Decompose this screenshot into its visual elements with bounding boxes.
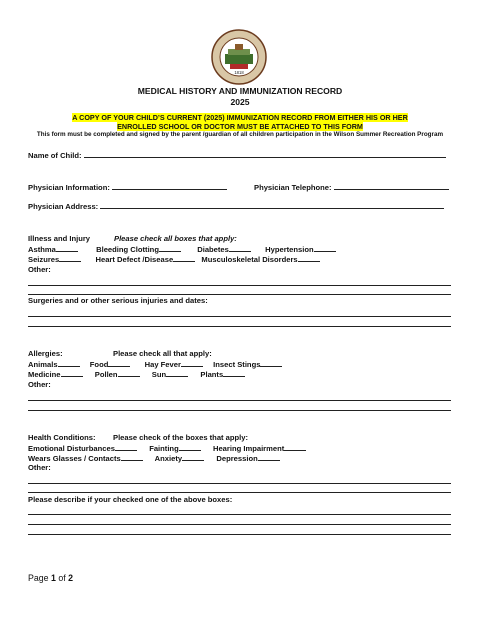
- health-other-label: Other:: [28, 463, 51, 472]
- food-checkbox[interactable]: [108, 359, 130, 367]
- child-name-label: Name of Child:: [28, 151, 82, 160]
- allergies-other-label: Other:: [28, 380, 51, 389]
- animals-label: Animals: [28, 360, 58, 369]
- illness-other-label: Other:: [28, 265, 51, 274]
- child-name-row: [28, 150, 446, 160]
- health-instruction: Please check of the boxes that apply:: [113, 433, 249, 442]
- form-instruction: This form must be completed and signed by the parent /guardian of all children participation in the Wilson Summer Recreation Program: [36, 131, 444, 138]
- pollen-label: Pollen: [94, 370, 118, 379]
- page-prefix: Page: [28, 573, 49, 583]
- notice-line-2: ENROLLED SCHOOL OR DOCTOR MUST BE ATTACHED TO THIS FORM: [117, 122, 363, 131]
- allergies-instruction: Please check all that apply:: [113, 349, 212, 358]
- hearing-checkbox[interactable]: [284, 443, 306, 451]
- describe-line-1[interactable]: [28, 514, 451, 515]
- notice-line-1: A COPY OF YOUR CHILD’S CURRENT (2025) IMMUNIZATION RECORD FROM EITHER HIS OR HER: [72, 113, 408, 122]
- food-label: Food: [89, 360, 109, 369]
- illness-heading: Illness and Injury: [28, 234, 91, 243]
- bleeding-label: Bleeding Clotting: [96, 245, 159, 254]
- musculo-label: Musculoskeletal Disorders: [201, 255, 298, 264]
- allergies-row-1: [28, 359, 282, 369]
- medicine-checkbox[interactable]: [61, 369, 83, 377]
- physician-phone-label: Physician Telephone:: [254, 183, 332, 192]
- depression-label: Depression: [216, 454, 258, 463]
- physician-address-row: [28, 201, 444, 211]
- insect-checkbox[interactable]: [260, 359, 282, 367]
- physician-info-row: [28, 182, 227, 192]
- illness-row-2: [28, 254, 320, 264]
- heart-checkbox[interactable]: [173, 254, 195, 262]
- musculo-checkbox[interactable]: [298, 254, 320, 262]
- illness-row-1: [28, 244, 336, 254]
- hypertension-checkbox[interactable]: [314, 244, 336, 252]
- allergies-row-2: [28, 369, 245, 379]
- child-name-field[interactable]: [84, 150, 446, 158]
- asthma-checkbox[interactable]: [56, 244, 78, 252]
- sun-checkbox[interactable]: [166, 369, 188, 377]
- anxiety-label: Anxiety: [154, 454, 183, 463]
- health-row-2: [28, 453, 280, 463]
- asthma-label: Asthma: [28, 245, 56, 254]
- sun-label: Sun: [151, 370, 167, 379]
- health-other-line-1[interactable]: [28, 483, 451, 484]
- town-seal: [211, 29, 267, 85]
- health-row-1: [28, 443, 306, 453]
- describe-heading: Please describe if your checked one of the above boxes:: [28, 495, 233, 504]
- physician-info-label: Physician Information:: [28, 183, 110, 192]
- seal-year: 1818: [234, 70, 244, 75]
- form-title: MEDICAL HISTORY AND IMMUNIZATION RECORD: [137, 86, 343, 96]
- fainting-checkbox[interactable]: [179, 443, 201, 451]
- hay-fever-label: Hay Fever: [144, 360, 181, 369]
- describe-line-2[interactable]: [28, 524, 451, 525]
- plants-checkbox[interactable]: [223, 369, 245, 377]
- page-total: 2: [68, 573, 74, 583]
- physician-info-field[interactable]: [112, 182, 227, 190]
- page-current: 1: [51, 573, 56, 583]
- health-heading: Health Conditions:: [28, 433, 96, 442]
- hearing-label: Hearing Impairment: [212, 444, 285, 453]
- illness-instruction: Please check all boxes that apply:: [114, 234, 237, 243]
- emotional-checkbox[interactable]: [115, 443, 137, 451]
- diabetes-label: Diabetes: [197, 245, 229, 254]
- bleeding-checkbox[interactable]: [159, 244, 181, 252]
- form-year: 2025: [230, 97, 250, 107]
- hay-fever-checkbox[interactable]: [181, 359, 203, 367]
- animals-checkbox[interactable]: [58, 359, 80, 367]
- health-other-line-2[interactable]: [28, 492, 451, 493]
- allergies-heading: Allergies:: [28, 349, 63, 358]
- diabetes-checkbox[interactable]: [229, 244, 251, 252]
- anxiety-checkbox[interactable]: [182, 453, 204, 461]
- illness-other-line-2[interactable]: [28, 294, 451, 295]
- seal-image: [211, 29, 267, 85]
- seizures-label: Seizures: [28, 255, 60, 264]
- heart-label: Heart Defect /Disease: [95, 255, 174, 264]
- pollen-checkbox[interactable]: [118, 369, 140, 377]
- describe-line-3[interactable]: [28, 534, 451, 535]
- glasses-checkbox[interactable]: [121, 453, 143, 461]
- surgeries-heading: Surgeries and or other serious injuries and dates:: [28, 296, 208, 305]
- page-of: of: [58, 573, 66, 583]
- emotional-label: Emotional Disturbances: [28, 444, 115, 453]
- allergies-other-line-2[interactable]: [28, 410, 451, 411]
- medicine-label: Medicine: [28, 370, 61, 379]
- glasses-label: Wears Glasses / Contacts: [28, 454, 121, 463]
- depression-checkbox[interactable]: [258, 453, 280, 461]
- surgeries-line-1[interactable]: [28, 316, 451, 317]
- page-number: [28, 573, 73, 583]
- physician-phone-row: [254, 182, 449, 192]
- hypertension-label: Hypertension: [265, 245, 314, 254]
- fainting-label: Fainting: [149, 444, 179, 453]
- physician-phone-field[interactable]: [334, 182, 449, 190]
- illness-other-line-1[interactable]: [28, 285, 451, 286]
- physician-address-field[interactable]: [100, 201, 444, 209]
- physician-address-label: Physician Address:: [28, 202, 99, 211]
- insect-label: Insect Stings: [213, 360, 261, 369]
- allergies-other-line-1[interactable]: [28, 400, 451, 401]
- plants-label: Plants: [200, 370, 224, 379]
- surgeries-line-2[interactable]: [28, 326, 451, 327]
- seizures-checkbox[interactable]: [59, 254, 81, 262]
